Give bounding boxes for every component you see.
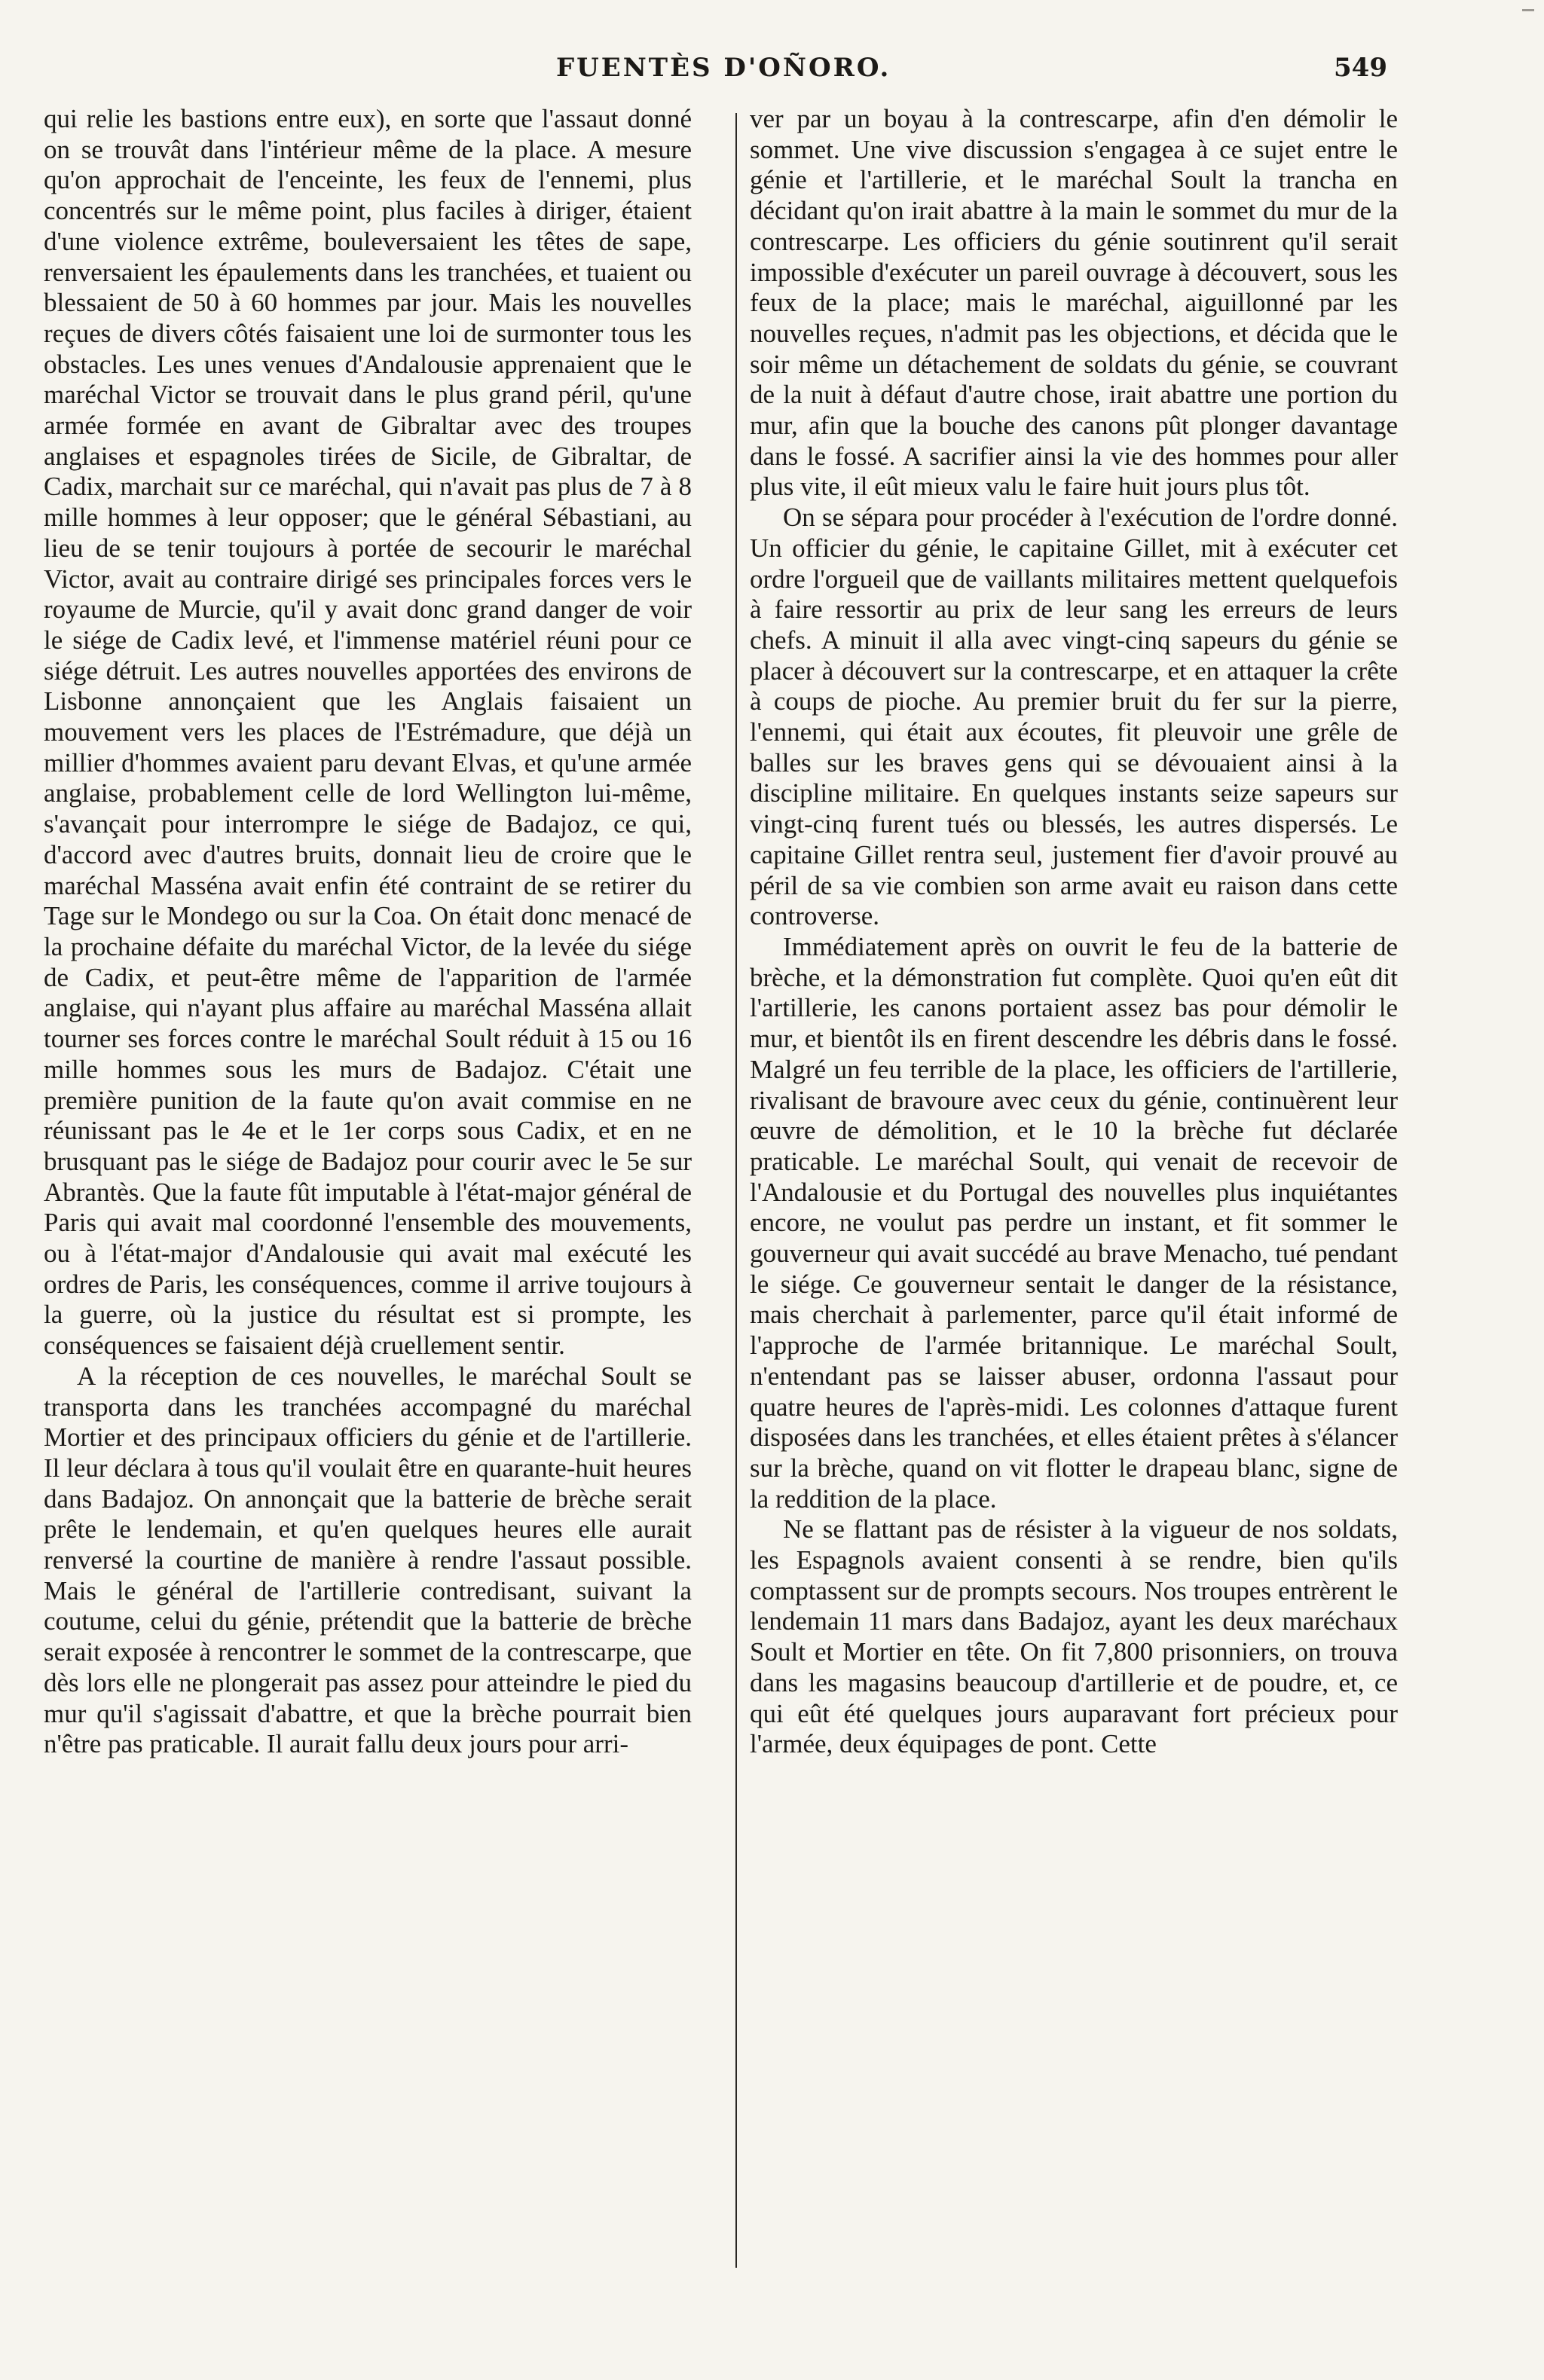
- page-header: [0, 53, 1544, 95]
- paragraph: A la réception de ces nouvelles, le maréchal Soult se transporta dans les tranchées accompagné du maréchal Mortier et des principaux officiers du génie et de l'artillerie. Il leur déclara à tous qu'il voulait être en quarante-huit heures dans Badajoz. On annonçait que la batterie de brèche serait prête le lendemain, et qu'en quelques heures elle aurait renversé la courtine de manière à rendre l'assaut possible. Mais le général de l'artillerie contredisant, suivant la coutume, celui du génie, prétendit que la batterie de brèche serait exposée à rencontrer le sommet de la contrescarpe, que dès lors elle ne plongerait pas assez pour atteindre le pied du mur qu'il s'agissait d'abattre, et que la brèche pourrait bien n'être pas praticable. Il aurait fallu deux jours pour arri-: [44, 1361, 692, 1759]
- paragraph: Ne se flattant pas de résister à la vigueur de nos soldats, les Espagnols avaient consenti à se rendre, bien qu'ils comptassent sur de prompts secours. Nos troupes entrèrent le lendemain 11 mars dans Badajoz, ayant les deux maréchaux Soult et Mortier en tête. On fit 7,800 prisonniers, on trouva dans les magasins beaucoup d'artillerie et de poudre, et, ce qui eût été quelques jours auparavant fort précieux pour l'armée, deux équipages de pont. Cette: [750, 1514, 1398, 1759]
- paragraph: ver par un boyau à la contrescarpe, afin d'en démolir le sommet. Une vive discussion s'engagea à ce sujet entre le génie et l'artillerie, et le maréchal Soult la trancha en décidant qu'on irait abattre à la main le sommet du mur de la contrescarpe. Les officiers du génie soutinrent qu'il serait impossible d'exécuter un pareil ouvrage à découvert, sous les feux de la place; mais le maréchal, aiguillonné par les nouvelles reçues, n'admit pas les objections, et décida que le soir même un détachement de soldats du génie, se couvrant de la nuit à défaut d'autre chose, irait abattre une portion du mur, afin que la bouche des canons pût plonger davantage dans le fossé. A sacrifier ainsi la vie des hommes pour aller plus vite, il eût mieux valu le faire huit jours plus tôt.: [750, 104, 1398, 502]
- column-divider: [735, 113, 737, 2268]
- running-title: FUENTÈS D'OÑORO.: [556, 53, 891, 83]
- paragraph: qui relie les bastions entre eux), en sorte que l'assaut donné on se trouvât dans l'intérieur même de la place. A mesure qu'on approchait de l'enceinte, les feux de l'ennemi, plus concentrés sur le même point, plus faciles à diriger, étaient d'une violence extrême, bouleversaient les têtes de sape, renversaient les épaulements dans les tranchées, et tuaient ou blessaient de 50 à 60 hommes par jour. Mais les nouvelles reçues de divers côtés faisaient une loi de surmonter tous les obstacles. Les unes venues d'Andalousie apprenaient que le maréchal Victor se trouvait dans le plus grand péril, qu'une armée formée en avant de Gibraltar avec des troupes anglaises et espagnoles tirées de Sicile, de Gibraltar, de Cadix, marchait sur ce maréchal, qui n'avait pas plus de 7 à 8 mille hommes à leur opposer; que le général Sébastiani, au lieu de se tenir toujours à portée de secourir le maréchal Victor, avait au contraire dirigé ses principales forces vers le royaume de Murcie, qu'il y avait donc grand danger de voir le siége de Cadix levé, et l'immense matériel réuni pour ce siége détruit. Les autres nouvelles apportées des environs de Lisbonne annonçaient que les Anglais faisaient un mouvement vers les places de l'Estrémadure, que déjà un millier d'hommes avaient paru devant Elvas, et qu'une armée anglaise, probablement celle de lord Wellington lui-même, s'avançait pour interrompre le siége de Badajoz, ce qui, d'accord avec d'autres bruits, donnait lieu de croire que le maréchal Masséna avait enfin été contraint de se retirer du Tage sur le Mondego ou sur la Coa. On était donc menacé de la prochaine défaite du maréchal Victor, de la levée du siége de Cadix, et peut-être même de l'apparition de l'armée anglaise, qui n'ayant plus affaire au maréchal Masséna allait tourner ses forces contre le maréchal Soult réduit à 15 ou 16 mille hommes sous les murs de Badajoz. C'était une première punition de la faute qu'on avait commise en ne réunissant pas le 4e et le 1er corps sous Cadix, et en ne brusquant pas le siége de Badajoz pour courir avec le 5e sur Abrantès. Que la faute fût imputable à l'état-major général de Paris qui avait mal coordonné l'ensemble des mouvements, ou à l'état-major d'Andalousie qui avait mal exécuté les ordres de Paris, les conséquences, comme il arrive toujours à la guerre, où la justice du résultat est si prompte, les conséquences se faisaient déjà cruellement sentir.: [44, 104, 692, 1361]
- paragraph: Immédiatement après on ouvrit le feu de la batterie de brèche, et la démonstration fut complète. Quoi qu'en eût dit l'artillerie, les canons portaient assez bas pour démolir le mur, et bientôt ils en firent descendre les débris dans le fossé. Malgré un feu terrible de la place, les officiers de l'artillerie, rivalisant de bravoure avec ceux du génie, continuèrent leur œuvre de démolition, et le 10 la brèche fut déclarée praticable. Le maréchal Soult, qui venait de recevoir de l'Andalousie et du Portugal des nouvelles plus inquiétantes encore, ne voulut pas perdre un instant, et fit sommer le gouverneur qui avait succédé au brave Menacho, tué pendant le siége. Ce gouverneur sentait le danger de la résistance, mais cherchait à parlementer, parce qu'il était informé de l'approche de l'armée britannique. Le maréchal Soult, n'entendant pas se laisser abuser, ordonna l'assaut pour quatre heures de l'après-midi. Les colonnes d'attaque furent disposées dans les tranchées, et elles étaient prêtes à s'élancer sur la brèche, quand on vit flotter le drapeau blanc, signe de la reddition de la place.: [750, 931, 1398, 1514]
- page-number: 549: [1334, 53, 1387, 83]
- left-column: [44, 104, 692, 2311]
- right-column: [750, 104, 1398, 2311]
- paragraph: On se sépara pour procéder à l'exécution de l'ordre donné. Un officier du génie, le capitaine Gillet, mit à exécuter cet ordre l'orgueil que de vaillants militaires mettent quelquefois à faire ressortir au prix de leur sang les erreurs de leurs chefs. A minuit il alla avec vingt-cinq sapeurs du génie se placer à découvert sur la contrescarpe, et en attaquer la crête à coups de pioche. Au premier bruit du fer sur la pierre, l'ennemi, qui était aux écoutes, fit pleuvoir une grêle de balles sur les braves gens qui se dévouaient ainsi à la discipline militaire. En quelques instants seize sapeurs sur vingt-cinq furent tués ou blessés, les autres dispersés. Le capitaine Gillet rentra seul, justement fier d'avoir prouvé au péril de sa vie combien son arme avait eu raison dans cette controverse.: [750, 503, 1398, 931]
- page-edge-mark: [1522, 9, 1534, 11]
